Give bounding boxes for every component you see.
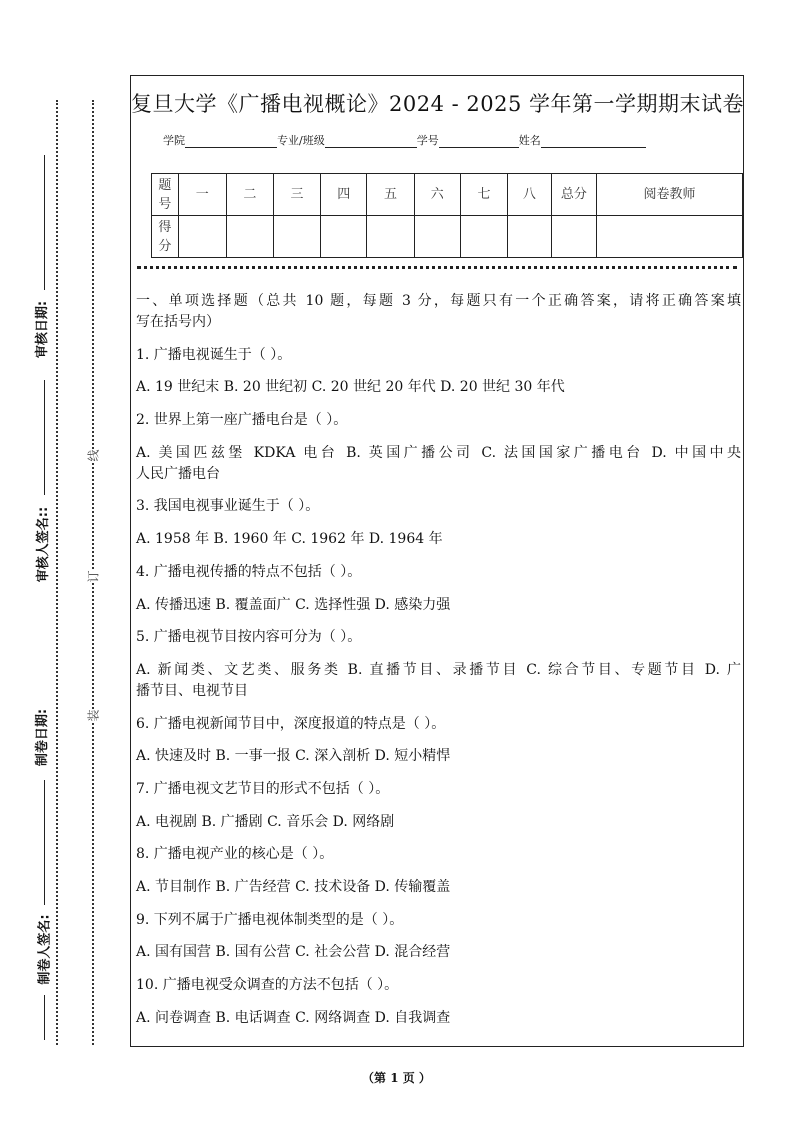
spacer	[136, 485, 741, 497]
spacer	[136, 767, 741, 779]
score-table-score-row	[152, 216, 743, 258]
binding-mark-staple: 订	[86, 570, 101, 583]
header-cell: 阅卷教师	[597, 174, 743, 216]
paper-date-label: 制卷日期:	[35, 708, 51, 767]
signature-line-review-date	[44, 155, 45, 290]
spacer	[136, 583, 741, 595]
spacer	[136, 333, 741, 345]
score-table-header-row	[152, 174, 743, 216]
spacer	[136, 931, 741, 943]
question-3: 3. 我国电视事业诞生于（ ）。	[136, 498, 320, 515]
question-3-options: A. 1958 年 B. 1960 年 C. 1962 年 D. 1964 年	[136, 531, 443, 548]
header-cell: 三	[273, 174, 320, 216]
college-label: 学院	[163, 134, 185, 147]
question-2-options: A. 美国匹兹堡 KDKA 电台 B. 英国广播公司 C. 法国国家广播电台 D. 中国中央	[136, 444, 741, 461]
paper-author-signature-label: 制卷人签名:	[37, 914, 53, 985]
name-field[interactable]	[541, 135, 646, 148]
score-cell[interactable]	[508, 216, 552, 258]
spacer	[136, 833, 741, 845]
spacer	[136, 963, 741, 975]
question-section	[136, 291, 741, 1029]
question-4-options: A. 传播迅速 B. 覆盖面广 C. 选择性强 D. 感染力强	[136, 596, 451, 613]
college-field[interactable]	[185, 135, 277, 148]
section-heading: 一、单项选择题（总共 10 题，每题 3 分，每题只有一个正确答案，请将正确答案填	[136, 293, 741, 309]
signature-line-paper-author	[44, 995, 45, 1040]
binding-line-outer	[56, 100, 58, 1045]
page-number: （第 1 页 ）	[362, 1071, 431, 1085]
section-heading-cont: 写在括号内）	[136, 314, 220, 330]
major-class-label: 专业/班级	[277, 134, 325, 147]
spacer	[136, 800, 741, 812]
question-7: 7. 广播电视文艺节目的形式不包括（ ）。	[136, 780, 390, 797]
header-cell: 六	[414, 174, 460, 216]
spacer	[136, 648, 741, 660]
score-cell[interactable]	[414, 216, 460, 258]
spacer	[136, 550, 741, 562]
spacer	[136, 996, 741, 1008]
exam-frame	[130, 75, 744, 1047]
score-cell[interactable]	[273, 216, 320, 258]
question-6: 6. 广播电视新闻节目中，深度报道的特点是（ ）。	[136, 715, 446, 732]
spacer	[136, 865, 741, 877]
header-cell: 总分	[551, 174, 596, 216]
binding-mark-line: 线	[86, 449, 101, 462]
question-2-options: 人民广播电台	[136, 465, 220, 482]
score-cell[interactable]	[460, 216, 507, 258]
name-label: 姓名	[518, 134, 541, 147]
question-1-options: A. 19 世纪末 B. 20 世纪初 C. 20 世纪 20 年代 D. 20 世纪 30 年代	[136, 379, 565, 396]
spacer	[136, 702, 741, 714]
header-cell: 五	[367, 174, 414, 216]
spacer	[136, 366, 741, 378]
header-cell: 二	[226, 174, 273, 216]
score-cell[interactable]	[178, 216, 226, 258]
binding-mark-bind: 装	[86, 709, 101, 722]
review-date-label: 审核日期:	[35, 300, 51, 359]
question-8-options: A. 节目制作 B. 广告经营 C. 技术设备 D. 传输覆盖	[136, 879, 451, 895]
question-5-options: 播节目、电视节目	[136, 682, 248, 699]
question-5-options: A. 新闻类、文艺类、服务类 B. 直播节目、录播节目 C. 综合节目、专题节目 D. 广	[136, 661, 741, 678]
question-10-options: A. 问卷调查 B. 电话调查 C. 网络调查 D. 自我调查	[136, 1009, 451, 1026]
student-id-field[interactable]	[439, 135, 519, 148]
major-class-field[interactable]	[325, 135, 417, 148]
question-2: 2. 世界上第一座广播电台是（ ）。	[136, 412, 348, 429]
score-cell[interactable]	[226, 216, 273, 258]
question-9: 9. 下列不属于广播电视体制类型的是（ ）。	[136, 911, 404, 928]
spacer	[136, 898, 741, 910]
signature-line-reviewer	[44, 380, 45, 495]
signature-line-paper-date	[44, 780, 45, 905]
score-row-label: 得分	[152, 216, 179, 258]
spacer	[136, 735, 741, 747]
question-6-options: A. 快速及时 B. 一事一报 C. 深入剖析 D. 短小精悍	[136, 748, 451, 765]
header-cell: 七	[460, 174, 507, 216]
score-cell[interactable]	[321, 216, 367, 258]
exam-title: 复旦大学《广播电视概论》2024 - 2025 学年第一学期期末试卷	[131, 92, 745, 116]
score-cell[interactable]	[367, 216, 414, 258]
question-5: 5. 广播电视节目按内容可分为（ ）。	[136, 629, 362, 646]
question-8: 8. 广播电视产业的核心是（ ）。	[136, 846, 334, 863]
header-cell: 四	[321, 174, 367, 216]
spacer	[136, 431, 741, 443]
header-cell: 题号	[152, 174, 179, 216]
score-cell[interactable]	[551, 216, 596, 258]
header-cell: 一	[178, 174, 226, 216]
dotted-separator	[137, 266, 737, 269]
question-4: 4. 广播电视传播的特点不包括（ ）。	[136, 563, 362, 580]
header-cell: 八	[508, 174, 552, 216]
reviewer-signature-label: 审核人签名::	[36, 506, 52, 583]
spacer	[136, 616, 741, 628]
score-cell[interactable]	[597, 216, 743, 258]
student-info-row	[163, 132, 646, 148]
spacer	[136, 398, 741, 410]
question-9-options: A. 国有国营 B. 国有公营 C. 社会公营 D. 混合经营	[136, 944, 451, 961]
question-7-options: A. 电视剧 B. 广播剧 C. 音乐会 D. 网络剧	[136, 813, 395, 830]
question-10: 10. 广播电视受众调查的方法不包括（ ）。	[136, 977, 399, 994]
spacer	[136, 517, 741, 529]
student-id-label: 学号	[416, 134, 439, 147]
question-1: 1. 广播电视诞生于（ ）。	[136, 346, 292, 363]
score-table	[151, 173, 743, 258]
